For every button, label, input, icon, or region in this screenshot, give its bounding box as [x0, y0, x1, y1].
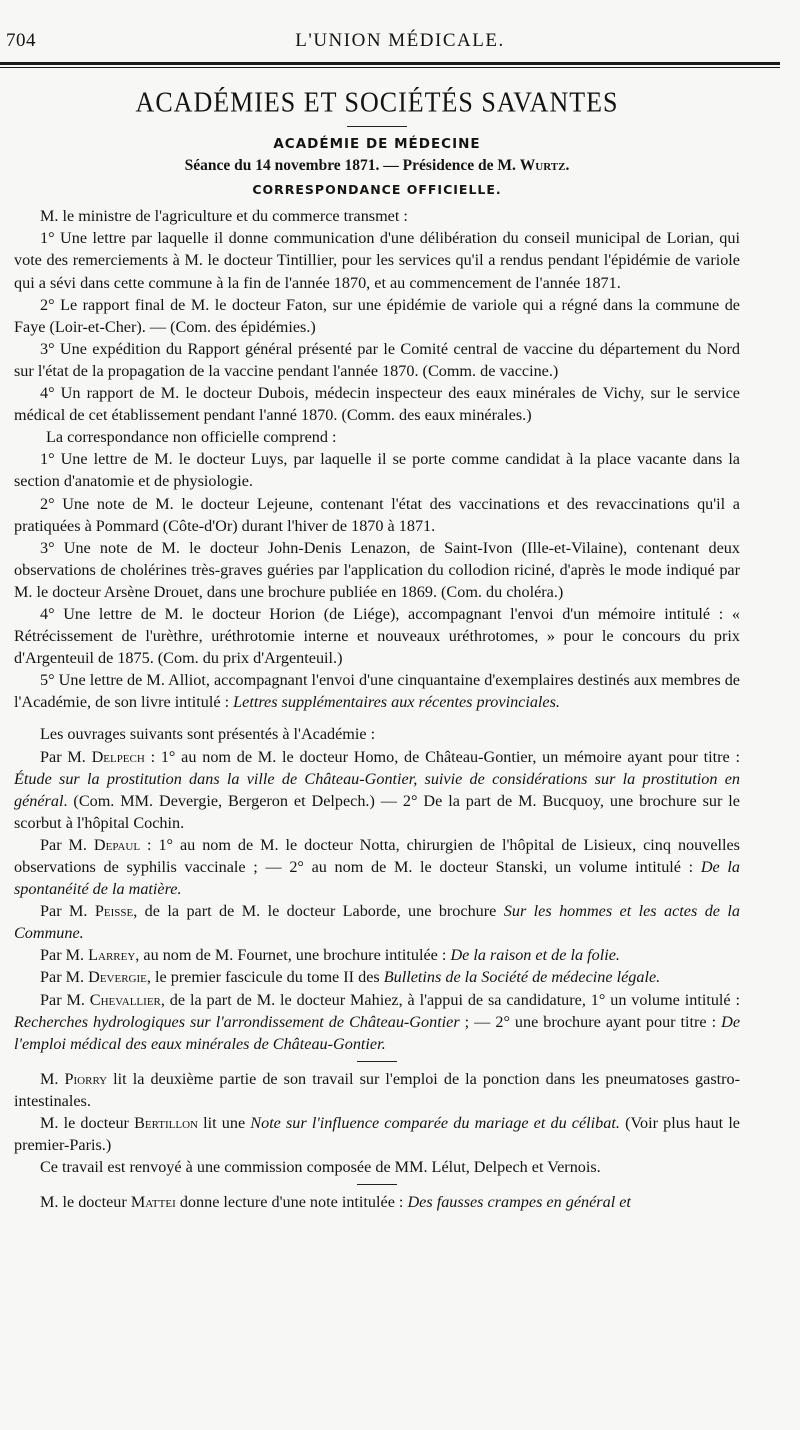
paragraph	[14, 900, 740, 944]
paragraph	[14, 1068, 740, 1112]
work-title: De la raison et de la folie.	[450, 946, 620, 965]
paragraph-text: (Voir plus haut le premier-Paris.)	[14, 1114, 740, 1155]
work-title: Bulletins de la Société de médecine légale.	[383, 968, 661, 987]
paragraph	[14, 1191, 740, 1213]
paragraph-text: Par M.	[40, 902, 95, 921]
member-name: Bertillon	[134, 1114, 198, 1133]
paragraph-text: , de la part de M. le docteur Laborde, une brochure	[133, 902, 504, 921]
paragraph: 3° Une expédition du Rapport général présenté par le Comité central de vaccine du département du Nord sur l'état de la propagation de la vaccine pendant l'année 1870. (Comm. de vaccine.)	[14, 339, 740, 380]
article-body	[14, 82, 740, 1213]
member-name: Depaul	[93, 835, 141, 854]
paragraph-text: lit une	[198, 1114, 251, 1133]
paragraph: 4° Un rapport de M. le docteur Dubois, médecin inspecteur des eaux minérales de Vichy, sur le service médical de cet établissement pendant l'anné 1870. (Comm. des eaux minérales.)	[14, 384, 740, 425]
header-rule	[0, 62, 780, 65]
spacer	[14, 713, 740, 723]
paragraph	[14, 1112, 740, 1156]
paragraph: 4° Une lettre de M. le docteur Horion (de Liége), accompagnant l'envoi d'un mémoire intitulé : « Rétrécissement de l'urèthre, uréthrotomie interne et nouveaux uréthrotomes, » pour le concours du prix d'Argenteuil de 1875. (Com. du prix d'Argenteuil.)	[14, 604, 740, 668]
paragraph-text: M. le docteur	[40, 1193, 131, 1212]
session-line	[14, 155, 740, 177]
paragraph-text: : 1° au nom de M. le docteur Notta, chirurgien de l'hôpital de Lisieux, cinq nouvelles observations de syphilis vaccinale ; — 2° au nom de M. le docteur Stanski, un volume intitulé :	[14, 835, 740, 876]
correspondance-heading: CORRESPONDANCE OFFICIELLE.	[252, 182, 502, 198]
header-rule-thin	[0, 67, 780, 68]
paragraph: M. le ministre de l'agriculture et du commerce transmet :	[40, 207, 408, 226]
member-name: Larrey	[88, 946, 136, 965]
page-number: 704	[6, 30, 36, 51]
paragraph-text: lit la deuxième partie de son travail sur l'emploi de la ponction dans les pneumatoses gastro-intestinales.	[14, 1069, 740, 1110]
paragraph-text: donne lecture d'une note intitulée :	[175, 1193, 408, 1212]
paragraph: Ce travail est renvoyé à une commission composée de MM. Lélut, Delpech et Vernois.	[40, 1158, 601, 1177]
member-name: Peisse	[94, 902, 134, 921]
work-title: De la spontanéité de la matière.	[14, 858, 740, 899]
work-title: Étude sur la prostitution dans la ville de Château-Gontier, suivie de considérations sur la prostitution en général	[14, 769, 740, 810]
paragraph-text: , au nom de M. Fournet, une brochure intitulée :	[135, 946, 451, 965]
paragraph-text: , de la part de M. le docteur Mahiez, à l'appui de sa candidature, 1° un volume intitulé :	[160, 990, 740, 1009]
academy-heading: ACADÉMIE DE MÉDECINE	[273, 136, 481, 152]
book-title: Lettres supplémentaires aux récentes provinciales.	[233, 693, 560, 712]
paragraph: 1° Une lettre par laquelle il donne communication d'une délibération du conseil municipal de Lorian, qui vote des remerciements à M. le docteur Tintillier, pour les services qu'il a rendus pendant l'épidémie de variole qui a sévi dans cette commune à la fin de l'année 1870, et au commencement de l'année 1871.	[14, 229, 740, 292]
paragraph-text: Par M.	[40, 990, 90, 1009]
paragraph: 2° Le rapport final de M. le docteur Faton, sur une épidémie de variole qui a régné dans la commune de Faye (Loir-et-Cher). — (Com. des épidémies.)	[14, 295, 740, 336]
paragraph-text: M. le docteur	[40, 1114, 135, 1133]
session-end: .	[565, 157, 570, 175]
work-title: Sur les hommes et les actes de la Commune.	[14, 902, 740, 943]
separator-rule	[357, 1061, 397, 1062]
member-name: Mattei	[130, 1193, 176, 1212]
work-title: Recherches hydrologiques sur l'arrondissement de Château-Gontier	[14, 1012, 460, 1031]
paragraph-text: , le premier fascicule du tome II des	[146, 968, 384, 987]
paragraph: 2° Une note de M. le docteur Lejeune, contenant l'état des vaccinations et des revaccinations qu'il a pratiquées à Pommard (Côte-d'Or) durant l'hiver de 1870 à 1871.	[14, 494, 740, 535]
paragraph-text: Par M.	[40, 946, 89, 965]
paragraph: 3° Une note de M. le docteur John-Denis Lenazon, de Saint-Ivon (Ille-et-Vilaine), contenant deux observations de cholérines très-graves guéries par l'application du collodion riciné, d'après le mode indiqué par M. le docteur Arsène Drouet, dans une brochure publiée en 1869. (Com. du choléra.)	[14, 538, 740, 601]
paragraph	[14, 944, 740, 966]
paragraph-text: ; — 2° une brochure ayant pour titre :	[459, 1012, 722, 1031]
paragraph-text: Par M.	[40, 968, 89, 987]
paragraph-text: . (Com. MM. Devergie, Bergeron et Delpech.) — 2° De la part de M. Bucquoy, une brochure sur le scorbut à l'hôpital Cochin.	[14, 791, 740, 832]
paragraph-text: : 1° au nom de M. le docteur Homo, de Château-Gontier, un mémoire ayant pour titre :	[144, 747, 740, 766]
member-name: Devergie	[88, 968, 147, 987]
member-name: Chevallier	[89, 990, 161, 1009]
paragraph	[14, 989, 740, 1055]
paragraph	[14, 966, 740, 988]
section-title: ACADÉMIES ET SOCIÉTÉS SAVANTES	[135, 86, 619, 119]
member-name: Piorry	[64, 1069, 108, 1088]
paragraph-text: Par M.	[40, 835, 94, 854]
work-title: Des fausses crampes en général et	[407, 1193, 631, 1212]
paragraph: Les ouvrages suivants sont présentés à l'Académie :	[40, 725, 376, 744]
paragraph	[14, 746, 740, 834]
paragraph	[14, 834, 740, 900]
paragraph	[14, 669, 740, 713]
running-head	[0, 30, 800, 58]
separator-rule	[357, 1184, 397, 1185]
work-title: Note sur l'influence comparée du mariage et du célibat.	[250, 1114, 620, 1133]
paragraph-text: 5° Une lettre de M. Alliot, accompagnant l'envoi d'une cinquantaine d'exemplaires destinés aux membres de l'Académie, de son livre intitulé :	[14, 671, 740, 712]
paragraph: La correspondance non officielle comprend :	[46, 428, 337, 447]
paragraph-text: M.	[40, 1069, 65, 1088]
member-name: Delpech	[91, 747, 145, 766]
work-title: De l'emploi médical des eaux minérales de Château-Gontier.	[14, 1012, 740, 1053]
session-text: Séance du 14 novembre 1871. — Présidence de M.	[184, 157, 520, 175]
president-name: Wurtz	[519, 157, 566, 175]
paragraph: 1° Une lettre de M. le docteur Luys, par laquelle il se porte comme candidat à la place vacante dans la section d'anatomie et de physiologie.	[14, 450, 740, 491]
title-rule	[347, 126, 407, 127]
paragraph-text: Par M.	[40, 747, 92, 766]
journal-title: L'UNION MÉDICALE.	[295, 30, 505, 51]
